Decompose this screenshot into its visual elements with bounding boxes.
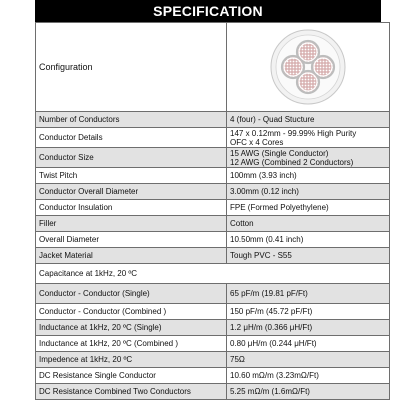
- row-value: 5.25 mΩ/m (1.6mΩ/Ft): [227, 384, 390, 400]
- table-row: [36, 184, 390, 200]
- table-row: [36, 384, 390, 400]
- row-value-line: 12 AWG (Combined 2 Conductors): [230, 157, 354, 167]
- row-value: 150 pF/m (45.72 pF/Ft): [227, 304, 390, 320]
- table-row: [36, 216, 390, 232]
- row-value: 10.50mm (0.41 inch): [227, 232, 390, 248]
- row-label: Inductance at 1kHz, 20 ºC (Combined ): [36, 336, 227, 352]
- table-row: [36, 248, 390, 264]
- table-row: [36, 320, 390, 336]
- row-value: 4 (four) - Quad Stucture: [227, 112, 390, 128]
- row-value-line: OFC x 4 Cores: [230, 137, 284, 147]
- specification-table: [35, 22, 390, 400]
- table-row: [36, 336, 390, 352]
- row-value-line: 147 x 0.12mm - 99.99% High Purity: [230, 128, 357, 138]
- row-value: 0.80 μH/m (0.244 μH/Ft): [227, 336, 390, 352]
- row-label: DC Resistance Combined Two Conductors: [36, 384, 227, 400]
- row-label: Impedence at 1kHz, 20 ºC: [36, 352, 227, 368]
- table-row: [36, 168, 390, 184]
- row-value: 75Ω: [227, 352, 390, 368]
- row-value: [227, 128, 390, 148]
- table-row: [36, 368, 390, 384]
- row-value: 1.2 μH/m (0.366 μH/Ft): [227, 320, 390, 336]
- row-label: DC Resistance Single Conductor: [36, 368, 227, 384]
- table-row: [36, 304, 390, 320]
- row-label: Conductor - Conductor (Combined ): [36, 304, 227, 320]
- row-value: Tough PVC - S55: [227, 248, 390, 264]
- row-value: [227, 23, 390, 112]
- table-row: [36, 264, 390, 284]
- row-label: Overall Diameter: [36, 232, 227, 248]
- row-label: Twist Pitch: [36, 168, 227, 184]
- row-label: Configuration: [36, 23, 227, 112]
- row-label: Number of Conductors: [36, 112, 227, 128]
- table-row: [36, 200, 390, 216]
- row-value: 10.60 mΩ/m (3.23mΩ/Ft): [227, 368, 390, 384]
- table-row: [36, 128, 390, 148]
- row-label: Capacitance at 1kHz, 20 ºC: [36, 264, 390, 284]
- row-value: Cotton: [227, 216, 390, 232]
- table-row: [36, 232, 390, 248]
- row-label: Conductor Insulation: [36, 200, 227, 216]
- table-row: [36, 112, 390, 128]
- row-value: FPE (Formed Polyethylene): [227, 200, 390, 216]
- row-label: Jacket Material: [36, 248, 227, 264]
- row-label: Filler: [36, 216, 227, 232]
- row-value: 65 pF/m (19.81 pF/Ft): [227, 284, 390, 304]
- page-title: SPECIFICATION: [35, 0, 381, 22]
- row-value: 100mm (3.93 inch): [227, 168, 390, 184]
- row-label: Inductance at 1kHz, 20 ºC (Single): [36, 320, 227, 336]
- row-label: Conductor Size: [36, 148, 227, 168]
- table-row: [36, 23, 390, 112]
- table-row: [36, 352, 390, 368]
- cable-cross-section-icon: [268, 27, 348, 107]
- specification-sheet: [35, 0, 381, 416]
- row-value: [227, 148, 390, 168]
- row-value-line: 15 AWG (Single Conductor): [230, 148, 329, 158]
- table-row: [36, 148, 390, 168]
- row-value: 3.00mm (0.12 inch): [227, 184, 390, 200]
- row-label: Conductor Details: [36, 128, 227, 148]
- table-row: [36, 284, 390, 304]
- row-label: Conductor - Conductor (Single): [36, 284, 227, 304]
- row-label: Conductor Overall Diameter: [36, 184, 227, 200]
